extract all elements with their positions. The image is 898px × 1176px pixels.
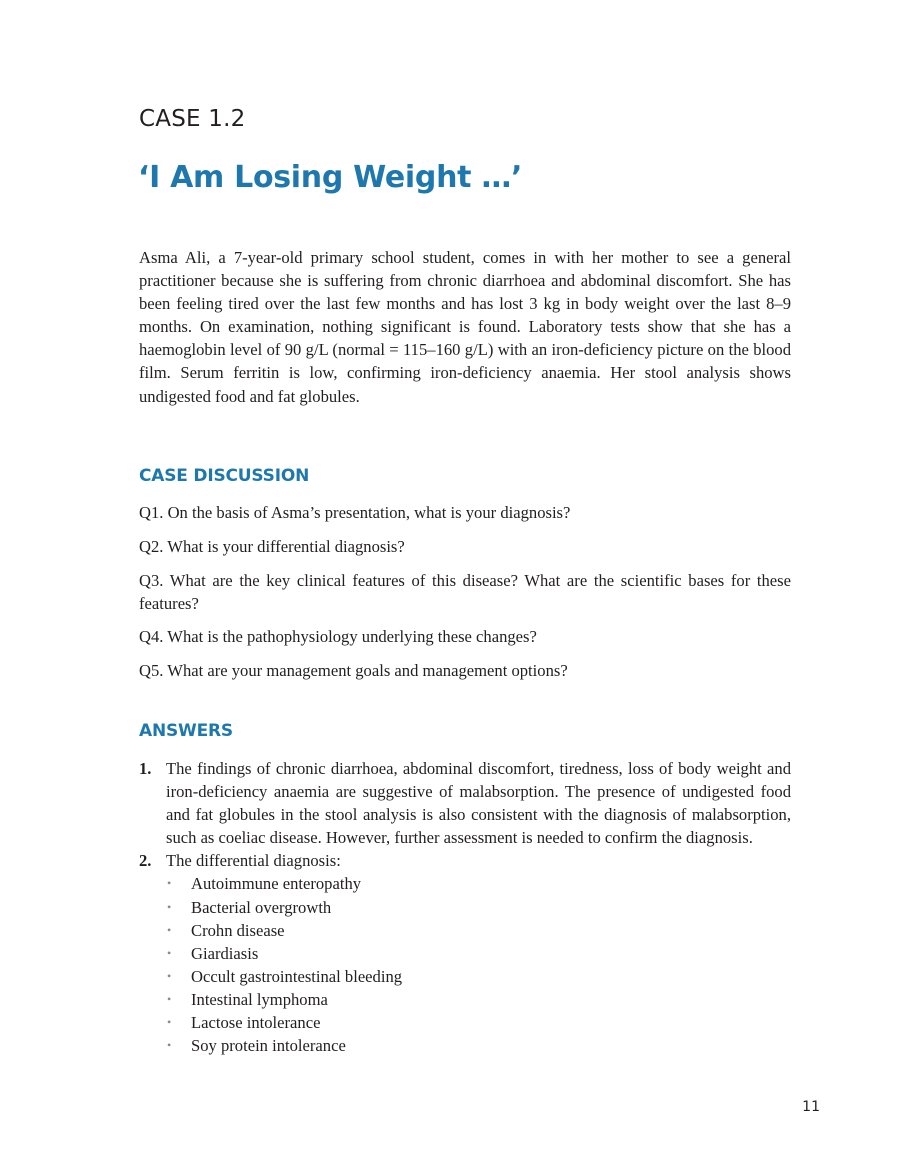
- differential-list: [139, 872, 791, 1057]
- answer-text: The findings of chronic diarrhoea, abdominal discomfort, tiredness, loss of body weight and iron-deficiency anaemia are suggestive of malabsorption. The presence of undigested food and fat globules in the stool analysis is also consistent with the diagnosis of malabsorption, such as coeliac disease. However, further assessment is needed to confirm the diagnosis.: [166, 759, 791, 848]
- question-1: Q1. On the basis of Asma’s presentation, what is your diagnosis?: [139, 503, 571, 522]
- bullet-icon: •: [167, 876, 172, 891]
- case-intro-paragraph: Asma Ali, a 7-year-old primary school student, comes in with her mother to see a general practitioner because she is suffering from chronic diarrhoea and abdominal discomfort. She has been feeling tired over the last few months and has lost 3 kg in body weight over the last 8–9 months. On examination, nothing significant is found. Laboratory tests show that she has a haemoglobin level of 90 g/L (normal = 115–160 g/L) with an iron-deficiency picture on the blood film. Serum ferritin is low, confirming iron-deficiency anaemia. Her stool analysis shows undigested food and fat globules.: [139, 248, 791, 406]
- bullet-icon: •: [167, 991, 172, 1006]
- answer-item: [139, 757, 791, 849]
- case-label: CASE 1.2: [139, 106, 246, 132]
- differential-item-label: Soy protein intolerance: [191, 1036, 346, 1056]
- differential-item: [166, 1011, 791, 1034]
- differential-item-label: Crohn disease: [191, 920, 285, 940]
- differential-item-label: Giardiasis: [191, 943, 259, 963]
- question-5: Q5. What are your management goals and management options?: [139, 661, 568, 680]
- answers-heading: ANSWERS: [139, 721, 233, 741]
- differential-item-label: Bacterial overgrowth: [191, 897, 332, 917]
- bullet-icon: •: [167, 922, 172, 937]
- bullet-icon: •: [167, 945, 172, 960]
- case-discussion-heading: CASE DISCUSSION: [139, 466, 310, 486]
- bullet-icon: •: [167, 899, 172, 914]
- answers-list: [139, 757, 791, 1057]
- bullet-icon: •: [167, 968, 172, 983]
- bullet-icon: •: [167, 1015, 172, 1030]
- answer-item: [139, 849, 791, 872]
- question-2: Q2. What is your differential diagnosis?: [139, 537, 405, 556]
- answer-number: 1.: [139, 759, 152, 778]
- differential-item: [166, 1034, 791, 1057]
- question-3: Q3. What are the key clinical features of this disease? What are the scientific bases for these features?: [139, 571, 791, 614]
- differential-item: [166, 965, 791, 988]
- question-4: Q4. What is the pathophysiology underlying these changes?: [139, 627, 537, 646]
- differential-item-label: Occult gastrointestinal bleeding: [191, 966, 403, 986]
- answer-number: 2.: [139, 851, 152, 871]
- differential-item: [166, 872, 791, 895]
- differential-item-label: Intestinal lymphoma: [191, 989, 328, 1009]
- differential-item: [166, 988, 791, 1011]
- page-number: 11: [802, 1099, 820, 1115]
- differential-item: [166, 896, 791, 919]
- differential-item: [166, 942, 791, 965]
- differential-item: [166, 919, 791, 942]
- answer-text: The differential diagnosis:: [166, 851, 341, 871]
- case-title: ‘I Am Losing Weight …’: [138, 160, 523, 195]
- differential-item-label: Lactose intolerance: [191, 1013, 321, 1033]
- bullet-icon: •: [167, 1038, 172, 1053]
- differential-item-label: Autoimmune enteropathy: [191, 874, 362, 894]
